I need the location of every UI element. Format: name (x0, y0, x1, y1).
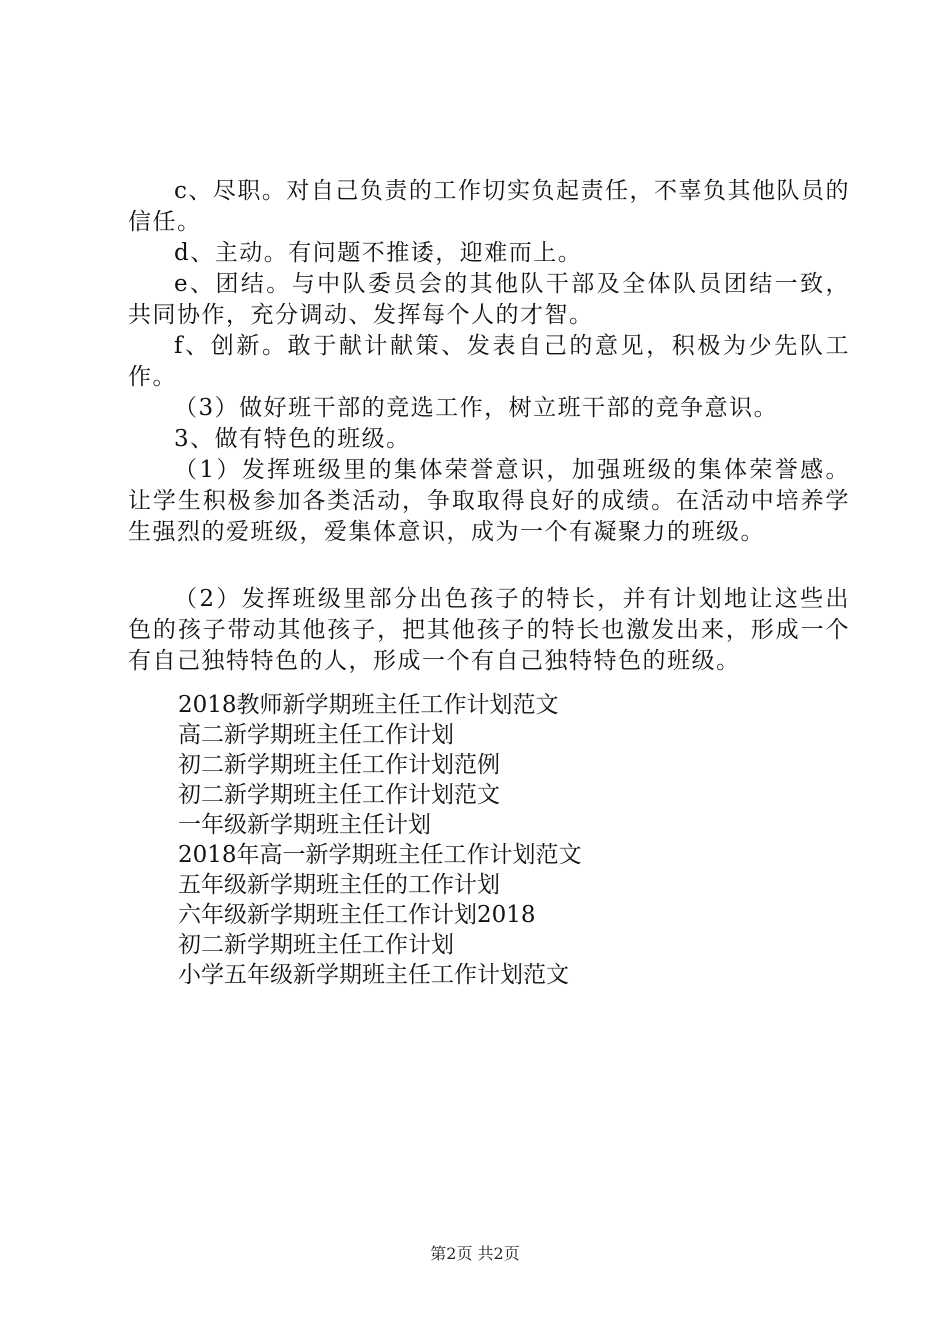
related-link[interactable]: 2018年高一新学期班主任工作计划范文 (178, 842, 582, 868)
paragraph-initiative: d、主动。有问题不推诿，迎难而上。 (174, 240, 583, 266)
related-link[interactable]: 一年级新学期班主任计划 (178, 812, 431, 838)
page-footer: 第2页 共2页 (430, 1244, 520, 1263)
paragraph-unity: e、团结。与中队委员会的其他队干部及全体队员团结一致，共同协作，充分调动、发挥每个人的才智。 (128, 271, 850, 328)
related-link[interactable]: 小学五年级新学期班主任工作计划范文 (178, 962, 569, 988)
paragraph-collective-honor: （1）发挥班级里的集体荣誉意识，加强班级的集体荣誉感。让学生积极参加各类活动，争取取得良好的成绩。在活动中培养学生强烈的爱班级，爱集体意识，成为一个有凝聚力的班级。 (128, 457, 850, 545)
document-body (128, 176, 850, 677)
related-link[interactable]: 2018教师新学期班主任工作计划范文 (178, 692, 559, 718)
related-link[interactable]: 初二新学期班主任工作计划范文 (178, 782, 500, 808)
related-link[interactable]: 五年级新学期班主任的工作计划 (178, 872, 500, 898)
section-heading-featured-class: 3、做有特色的班级。 (174, 426, 411, 452)
related-link[interactable]: 高二新学期班主任工作计划 (178, 722, 454, 748)
related-links-list (178, 690, 838, 990)
paragraph-duty: c、尽职。对自己负责的工作切实负起责任，不辜负其他队员的信任。 (128, 178, 850, 235)
related-link[interactable]: 初二新学期班主任工作计划范例 (178, 752, 500, 778)
related-link[interactable]: 初二新学期班主任工作计划 (178, 932, 454, 958)
paragraph-election: （3）做好班干部的竞选工作，树立班干部的竞争意识。 (174, 395, 779, 421)
related-link[interactable]: 六年级新学期班主任工作计划2018 (178, 902, 536, 928)
paragraph-student-strengths: （2）发挥班级里部分出色孩子的特长，并有计划地让这些出色的孩子带动其他孩子，把其他孩子的特长也激发出来，形成一个有自己独特特色的人，形成一个有自己独特特色的班级。 (128, 586, 850, 674)
paragraph-innovation: f、创新。敢于献计献策、发表自己的意见，积极为少先队工作。 (128, 333, 850, 390)
